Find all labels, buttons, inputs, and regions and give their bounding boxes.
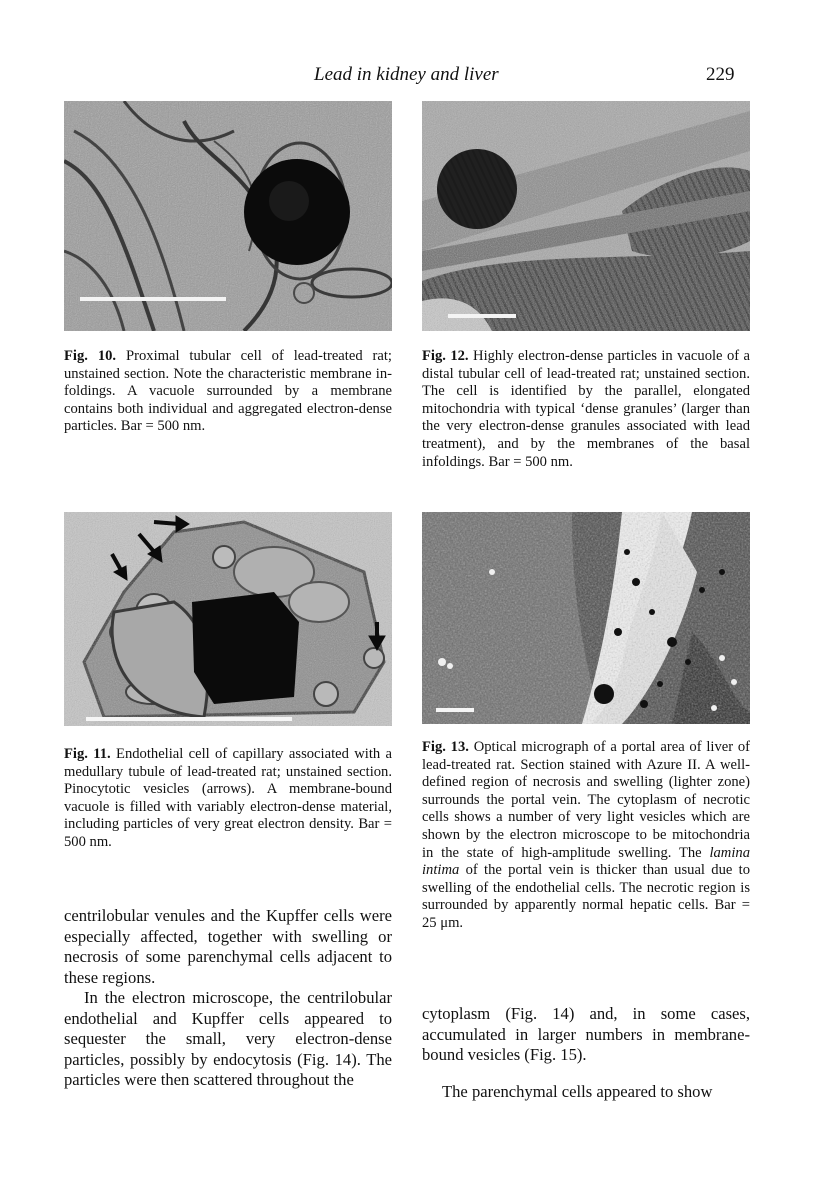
figure-12-micrograph (422, 101, 750, 331)
figure-13-micrograph (422, 512, 750, 724)
figure-11-caption (64, 746, 392, 852)
body-paragraph: centrilobular venules and the Kupffer cells were especially affected, together with swelling or necrosis of some parenchymal cells adjacent to these regions. (64, 906, 392, 987)
figure-11-caption-text: Endothelial cell of capillary associated with a medullary tubule of lead-treated rat; unstained section. Pinocytotic vesicles (arrows). A membrane-bound vacuole is filled with variably electron-dense material, including particles of very great electron density. Bar = 500 nm. (64, 746, 392, 850)
running-title: Lead in kidney and liver (314, 64, 499, 85)
running-head (0, 64, 816, 88)
body-paragraph: cytoplasm (Fig. 14) and, in some cases, accumulated in larger numbers in membrane-bound vesicles (Fig. 15). (422, 1004, 750, 1064)
figure-10-caption-text: Proximal tubular cell of lead-treated rat; unstained section. Note the characteristic membrane in-foldings. A vacuole surrounded by a membrane contains both individual and aggregated electron-dense particles. Bar = 500 nm. (64, 348, 392, 435)
page-number: 229 (706, 64, 735, 85)
figure-12-caption-text: Highly electron-dense particles in vacuole of a distal tubular cell of lead-treated rat; unstained section. The cell is identified by the parallel, elongated mitochondria with typical ‘dense granules’ (larger than the very electron-dense granules associated with lead treatment), and by the membranes of the basal infoldings. Bar = 500 nm. (422, 348, 751, 470)
figure-11-label: Fig. 11. (64, 746, 111, 762)
figure-13-caption-italic: lamina intima (422, 844, 750, 879)
body-paragraph: The parenchymal cells appeared to show (442, 1081, 713, 1101)
body-right-column (422, 1004, 750, 1102)
body-paragraph: In the electron microscope, the centrilobular endothelial and Kupffer cells appeared to sequester the small, very electron-dense particles, possibly by endocytosis (Fig. 14). The particles were then scattered throughout the (64, 988, 392, 1089)
figure-13-caption (422, 739, 750, 933)
figure-13-label: Fig. 13. (422, 739, 469, 755)
figure-13-caption-text-1: Optical micrograph of a portal area of liver of lead-treated rat. Section stained with Azure II. A well-defined region of necrosis and swelling (lighter zone) surrounds the portal vein. The cytoplasm of necrotic cells shows a number of very light vesicles which are shown by the electron microscope to be mitochondria in the state of high-amplitude swelling. The (422, 739, 750, 861)
figure-11-micrograph (64, 512, 392, 726)
figure-10-micrograph (64, 101, 392, 331)
body-left-column (64, 906, 392, 1091)
figure-12-caption (422, 348, 750, 471)
figure-13-caption-text-2: of the portal vein is thicker than usual due to swelling of the endothelial cells. The necrotic region is surrounded by apparently normal hepatic cells. Bar = 25 μm. (422, 862, 750, 931)
figure-12-label: Fig. 12. (422, 348, 469, 364)
figure-10-caption (64, 348, 392, 436)
figure-10-label: Fig. 10. (64, 348, 117, 364)
